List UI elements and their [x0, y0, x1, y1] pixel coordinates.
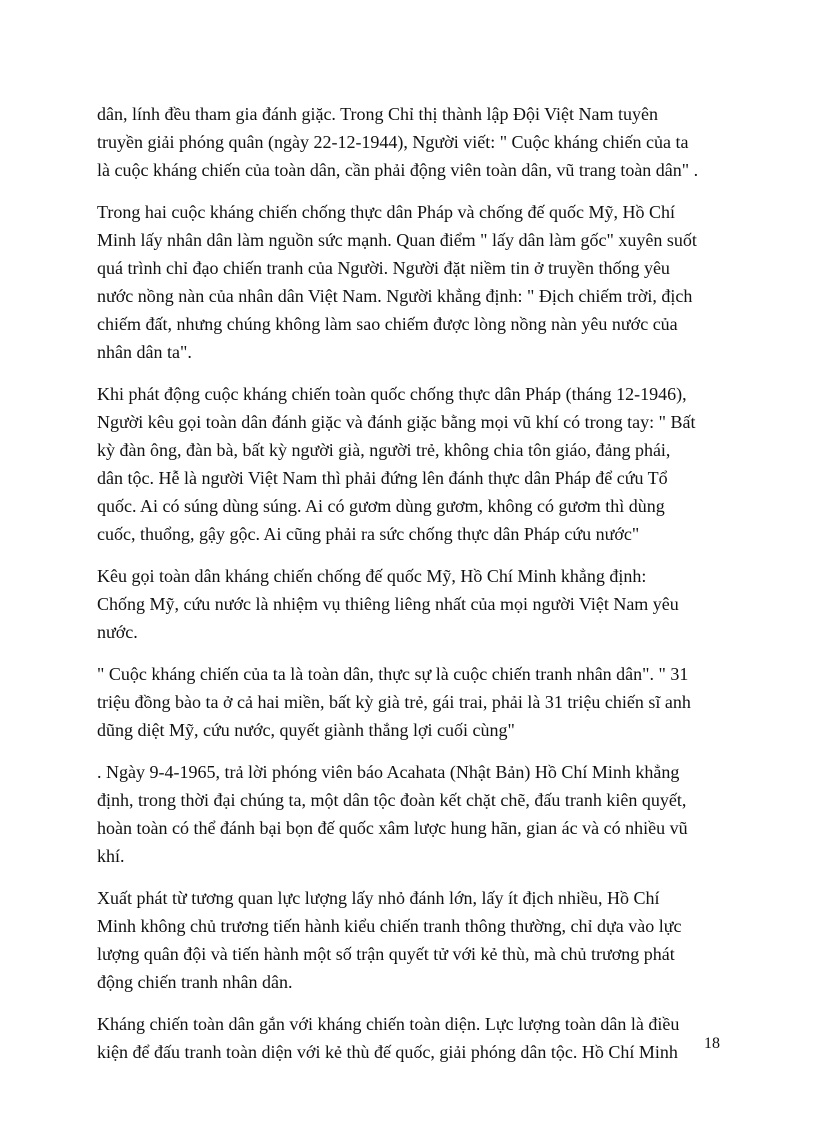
text-line: quốc. Ai có súng dùng súng. Ai có gươm dùng gươm, không có gươm thì dùng: [97, 496, 665, 516]
text-line: Xuất phát từ tương quan lực lượng lấy nhỏ đánh lớn, lấy ít địch nhiều, Hồ Chí: [97, 888, 660, 908]
paragraph-8: [97, 1010, 721, 1066]
text-line: quá trình chỉ đạo chiến tranh của Người. Người đặt niềm tin ở truyền thống yêu: [97, 258, 670, 278]
text-line: nước nồng nàn của nhân dân Việt Nam. Người khẳng định: " Địch chiếm trời, địch: [97, 286, 693, 306]
text-line: truyền giải phóng quân (ngày 22-12-1944), Người viết: " Cuộc kháng chiến của ta: [97, 132, 689, 152]
text-line: Chống Mỹ, cứu nước là nhiệm vụ thiêng liêng nhất của mọi người Việt Nam yêu: [97, 594, 679, 614]
text-line: nhân dân ta".: [97, 342, 192, 362]
text-line: Kêu gọi toàn dân kháng chiến chống đế quốc Mỹ, Hồ Chí Minh khẳng định:: [97, 566, 647, 586]
text-line: . Ngày 9-4-1965, trả lời phóng viên báo Acahata (Nhật Bản) Hồ Chí Minh khẳng: [97, 762, 680, 782]
text-line: dân tộc. Hễ là người Việt Nam thì phải đứng lên đánh thực dân Pháp để cứu Tổ: [97, 468, 668, 488]
page-number: 18: [704, 1035, 720, 1052]
text-line: hoàn toàn có thể đánh bại bọn đế quốc xâm lược hung hãn, gian ác và có nhiều vũ: [97, 818, 688, 838]
text-line: nước.: [97, 622, 138, 642]
text-line: chiếm đất, nhưng chúng không làm sao chiếm được lòng nồng nàn yêu nước của: [97, 314, 678, 334]
text-line: dân, lính đều tham gia đánh giặc. Trong Chỉ thị thành lập Đội Việt Nam tuyên: [97, 104, 659, 124]
paragraph-6: [97, 758, 721, 870]
text-line: dũng diệt Mỹ, cứu nước, quyết giành thắng lợi cuối cùng": [97, 720, 515, 740]
text-line: triệu đồng bào ta ở cả hai miền, bất kỳ già trẻ, gái trai, phải là 31 triệu chiến sĩ anh: [97, 692, 691, 712]
text-line: là cuộc kháng chiến của toàn dân, cần phải động viên toàn dân, vũ trang toàn dân" .: [97, 160, 699, 180]
text-line: cuốc, thuổng, gậy gộc. Ai cũng phải ra sức chống thực dân Pháp cứu nước": [97, 524, 640, 544]
text-line: Khi phát động cuộc kháng chiến toàn quốc chống thực dân Pháp (tháng 12-1946),: [97, 384, 687, 404]
text-line: Trong hai cuộc kháng chiến chống thực dân Pháp và chống đế quốc Mỹ, Hồ Chí: [97, 202, 675, 222]
paragraph-7: [97, 884, 721, 996]
text-line: động chiến tranh nhân dân.: [97, 972, 293, 992]
text-line: kỳ đàn ông, đàn bà, bất kỳ người già, người trẻ, không chia tôn giáo, đảng phái,: [97, 440, 671, 460]
text-line: Minh lấy nhân dân làm nguồn sức mạnh. Quan điểm " lấy dân làm gốc" xuyên suốt: [97, 230, 697, 250]
paragraph-3: [97, 380, 721, 548]
text-line: khí.: [97, 846, 125, 866]
text-line: Minh không chủ trương tiến hành kiểu chiến tranh thông thường, chỉ dựa vào lực: [97, 916, 682, 936]
text-line: " Cuộc kháng chiến của ta là toàn dân, thực sự là cuộc chiến tranh nhân dân". " 31: [97, 664, 689, 684]
paragraph-4: [97, 562, 721, 646]
text-line: Kháng chiến toàn dân gắn với kháng chiến toàn diện. Lực lượng toàn dân là điều: [97, 1014, 680, 1034]
text-line: kiện để đấu tranh toàn diện với kẻ thù đế quốc, giải phóng dân tộc. Hồ Chí Minh: [97, 1042, 678, 1062]
paragraph-2: [97, 198, 721, 366]
text-line: Người kêu gọi toàn dân đánh giặc và đánh giặc bằng mọi vũ khí có trong tay: " Bất: [97, 412, 696, 432]
paragraph-1: [97, 100, 721, 184]
text-line: định, trong thời đại chúng ta, một dân tộc đoàn kết chặt chẽ, đấu tranh kiên quyết,: [97, 790, 687, 810]
body-text: [97, 100, 721, 1080]
text-line: lượng quân đội và tiến hành một số trận quyết tử với kẻ thù, mà chủ trương phát: [97, 944, 675, 964]
paragraph-5: [97, 660, 721, 744]
